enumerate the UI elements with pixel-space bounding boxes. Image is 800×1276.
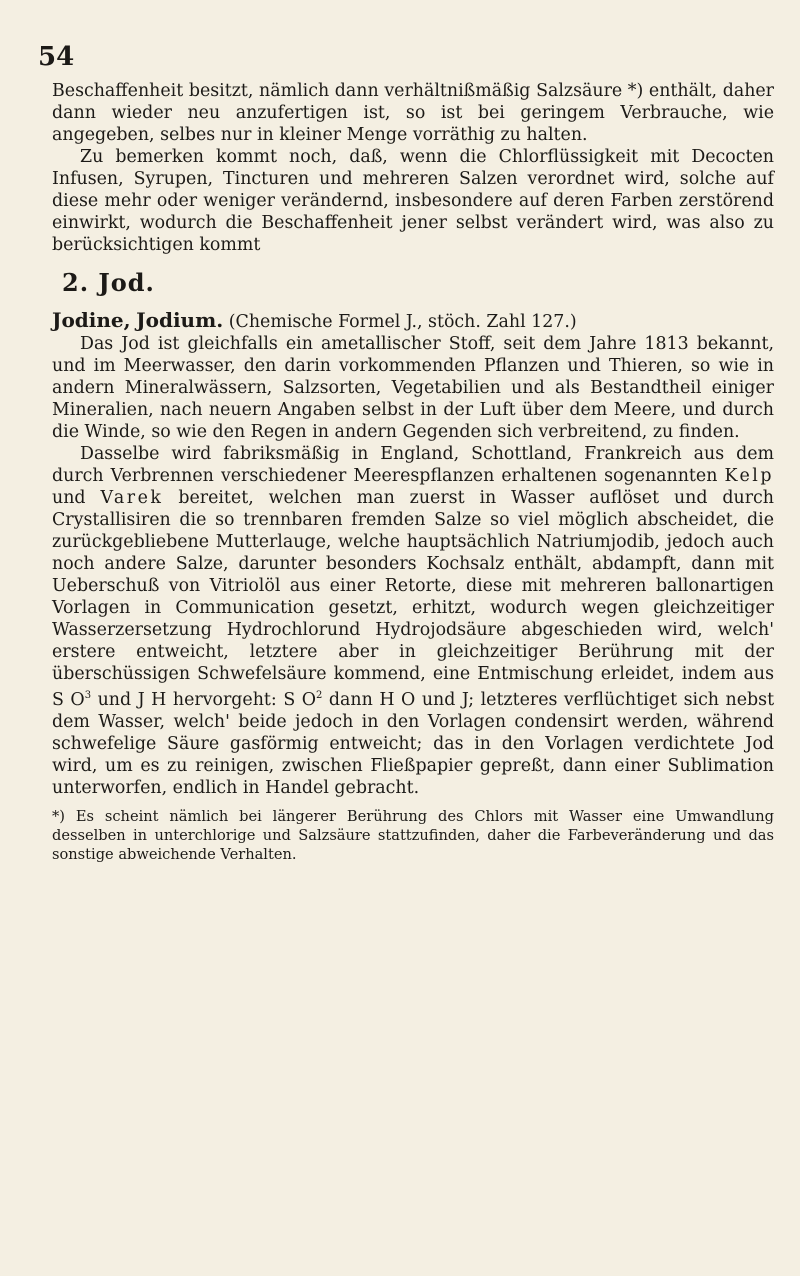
paragraph-jod-production xyxy=(52,443,774,799)
formula-so3: S $O^3$ xyxy=(52,689,92,710)
footnote: *) Es scheint nämlich bei längerer Berührung des Chlors mit Wasser eine Umwandlung desselben in unterchlorige und Salzsäure stattzufinden, daher die Farbeveränderung und das sonstige abweichende Verhalten. xyxy=(52,807,774,863)
word-dann: dann xyxy=(328,689,373,710)
formula-j: J; xyxy=(461,689,475,710)
page-number: 54 xyxy=(38,42,75,72)
entry-title-jodium: Jodium. xyxy=(136,308,224,332)
entry-formula: (Chemische Formel J., stöch. Zahl 127.) xyxy=(228,312,577,332)
production-text-c: letzteres verflüchtiget sich nebst dem Wasser, welch' beide jedoch in den Vorlagen condensirt werden, während schwefelige Säure gasförmig entweicht; das in den Vorlagen verdichtete Jod wird, um es zu reinigen, zwischen Fließpapier gepreßt, dann einer Sublimation unterworfen, endlich in Handel gebracht. xyxy=(52,689,775,798)
word-hervorgeht: hervorgeht: xyxy=(172,689,277,710)
word-und-3: und xyxy=(421,689,456,710)
formula-jh: J H xyxy=(137,689,167,710)
term-kelp: Kelp xyxy=(724,466,774,486)
section-heading: 2. Jod. xyxy=(62,268,155,297)
paragraph-chlor-note: Zu bemerken kommt noch, daß, wenn die Chlorflüssigkeit mit Decocten Infusen, Syrupen, Tincturen und mehreren Salzen verordnet wird, solche auf diese mehr oder weniger verändernd, insbesondere auf deren Farben zerstörend einwirkt, wodurch die Beschaffenheit jener selbst verändert wird, was also zu berücksichtigen kommt xyxy=(52,147,774,255)
entry-heading xyxy=(52,309,774,333)
formula-ho: H O xyxy=(379,689,416,710)
term-varek: Varek xyxy=(100,488,164,508)
formula-so2: S $O^2$ xyxy=(283,689,323,710)
body-text xyxy=(52,80,774,878)
word-und-2: und xyxy=(97,689,132,710)
production-text-b: bereitet, welchen man zuerst in Wasser auflöset und durch Crystallisiren die so trennbaren fremden Salze so viel möglich abscheidet, die zurückgebliebene Mutterlauge, welche hauptsächlich Natriumjodib, jedoch auch noch andere Salze, darunter besonders Kochsalz enthält, abdampft, dann mit Ueberschuß von Vitriolöl aus einer Retorte, diese mit mehreren ballonartigen Vorlagen in Communication gesetzt, erhitzt, wodurch wegen gleichzeitiger Wasserzersetzung Hydrochlorund Hydrojodsäure abgeschieden wird, welch' erstere entweicht, letztere aber in gleichzeitiger Berührung mit der überschüssigen Schwefelsäure kommend, eine Entmischung erleidet, indem aus xyxy=(52,488,774,684)
production-text-a: Dasselbe wird fabriksmäßig in England, Schottland, Frankreich aus dem durch Verbrennen verschiedener Meerespflanzen erhaltenen sogenannten xyxy=(52,444,774,486)
word-und: und xyxy=(52,488,86,508)
paragraph-jod-description: Das Jod ist gleichfalls ein ametallischer Stoff, seit dem Jahre 1813 bekannt, und im Meerwasser, den darin vorkommenden Pflanzen und Thieren, so wie in andern Mineralwässern, Salzsorten, Vegetabilien und als Bestandtheil einiger Mineralien, nach neuern Angaben selbst in der Luft über dem Meere, und durch die Winde, so wie den Regen in andern Gegenden sich verbreitend, zu finden. xyxy=(52,334,774,442)
entry-title-jodine: Jodine, xyxy=(52,308,131,332)
paragraph-continuation: Beschaffenheit besitzt, nämlich dann verhältnißmäßig Salzsäure *) enthält, daher dann wieder neu anzufertigen ist, so ist bei geringem Verbrauche, wie angegeben, selbes nur in kleiner Menge vorräthig zu halten. xyxy=(52,81,774,145)
